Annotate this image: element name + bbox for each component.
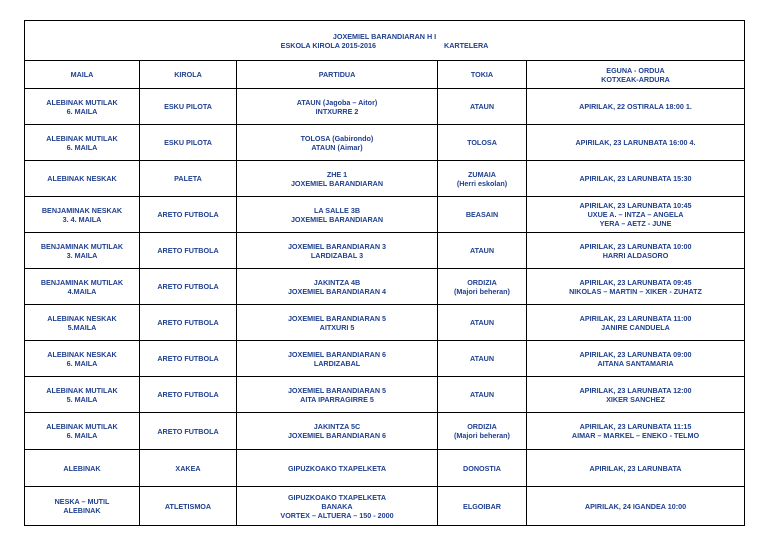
partidua-cell-line: GIPUZKOAKO TXAPELKETA: [287, 492, 387, 502]
header-maila: MAILA: [25, 61, 140, 89]
tokia-cell-line: (Majori beheran): [454, 431, 510, 440]
kirola-cell-line: PALETA: [174, 174, 202, 183]
table-row: [25, 89, 745, 125]
kirola-cell-line: ATLETISMOA: [164, 501, 212, 511]
eguna-cell-line: AIMAR – MARKEL – ENEKO - TELMO: [571, 431, 700, 440]
tokia-cell: [438, 269, 527, 305]
eguna-cell: [527, 125, 745, 161]
kirola-cell-line: ARETO FUTBOLA: [157, 390, 219, 399]
partidua-cell-line: LARDIZABAL: [313, 358, 361, 368]
maila-cell-line: ALEBINAK MUTILAK: [46, 422, 118, 431]
tokia-cell-line: ATAUN: [469, 390, 495, 399]
kirola-cell: [140, 305, 237, 341]
table-row: [25, 125, 745, 161]
maila-cell: [25, 125, 140, 161]
eguna-cell-line: APIRILAK, 23 LARUNBATA 11:15: [579, 422, 692, 431]
maila-cell-line: 3. MAILA: [66, 250, 98, 260]
maila-cell-line: 5. MAILA: [66, 394, 98, 404]
maila-cell-line: ALEBINAK MUTILAK: [46, 133, 118, 143]
partidua-cell: [237, 269, 438, 305]
eguna-cell: [527, 413, 745, 450]
partidua-cell-line: ZHE 1: [326, 169, 348, 179]
tokia-cell-line: ORDIZIA: [467, 422, 497, 431]
partidua-cell-line: ATAUN (Jagoba – Aitor): [296, 97, 378, 107]
partidua-cell: [237, 377, 438, 413]
maila-cell-line: ALEBINAK: [63, 463, 101, 473]
maila-cell: [25, 487, 140, 526]
maila-cell-line: BENJAMINAK MUTILAK: [40, 277, 124, 287]
partidua-cell: [237, 487, 438, 526]
eguna-cell-line: APIRILAK, 23 LARUNBATA: [589, 463, 682, 473]
partidua-cell-line: ATAUN (Aimar): [311, 142, 363, 152]
tokia-cell-line: (Majori beheran): [454, 286, 510, 296]
eguna-cell-line: YERA – AETZ - JUNE: [599, 219, 672, 228]
partidua-cell-line: JOXEMIEL BARANDIARAN: [290, 178, 384, 188]
eguna-cell-line: APIRILAK, 23 LARUNBATA 11:00: [579, 313, 692, 323]
kirola-cell: [140, 233, 237, 269]
header-tokia: TOKIA: [438, 61, 527, 89]
header-partidua: PARTIDUA: [237, 61, 438, 89]
kirola-cell-line: ARETO FUTBOLA: [157, 318, 219, 327]
partidua-cell: [237, 450, 438, 487]
eguna-cell-line: NIKOLAS – MARTIN – XIKER - ZUHATZ: [569, 286, 702, 296]
partidua-cell-line: VORTEX – ALTUERA – 150 - 2000: [280, 510, 394, 520]
partidua-cell-line: JOXEMIEL BARANDIARAN: [290, 214, 384, 224]
tokia-cell: [438, 233, 527, 269]
partidua-cell-line: AITXURI 5: [319, 322, 355, 332]
maila-cell: [25, 269, 140, 305]
table-row: [25, 487, 745, 526]
eguna-cell-line: APIRILAK, 24 IGANDEA 10:00: [584, 501, 687, 511]
partidua-cell-line: JOXEMIEL BARANDIARAN 5: [287, 313, 387, 323]
maila-cell: [25, 233, 140, 269]
eguna-cell-line: APIRILAK, 23 LARUNBATA 16:00 4.: [575, 138, 696, 147]
tokia-cell: [438, 487, 527, 526]
table-row: [25, 413, 745, 450]
maila-cell: [25, 305, 140, 341]
tokia-cell: [438, 125, 527, 161]
eguna-cell: [527, 233, 745, 269]
table-row: [25, 305, 745, 341]
tokia-cell-line: BEASAIN: [465, 210, 499, 219]
kirola-cell: [140, 89, 237, 125]
maila-cell-line: ALEBINAK NESKAK: [47, 349, 117, 359]
kirola-cell: [140, 377, 237, 413]
eguna-cell: [527, 269, 745, 305]
partidua-cell: [237, 125, 438, 161]
kirola-cell-line: ARETO FUTBOLA: [157, 210, 219, 219]
table-row: [25, 269, 745, 305]
header-eguna-line2: KOTXEAK-ARDURA: [601, 74, 670, 84]
eguna-cell: [527, 377, 745, 413]
maila-cell: [25, 89, 140, 125]
partidua-cell-line: INTXURRE 2: [315, 106, 359, 116]
maila-cell-line: ALEBINAK NESKAK: [47, 174, 117, 183]
kirola-cell-line: XAKEA: [175, 463, 201, 473]
partidua-cell-line: BANAKA: [321, 501, 353, 511]
maila-cell-line: BENJAMINAK NESKAK: [41, 205, 123, 215]
kirola-cell: [140, 413, 237, 450]
header-eguna: [527, 61, 745, 89]
kirola-cell: [140, 487, 237, 526]
kirola-cell: [140, 450, 237, 487]
maila-cell-line: 6. MAILA: [66, 358, 98, 368]
maila-cell-line: ALEBINAK NESKAK: [47, 313, 117, 323]
tokia-cell: [438, 89, 527, 125]
header-row: [25, 61, 745, 89]
partidua-cell: [237, 233, 438, 269]
partidua-cell: [237, 197, 438, 233]
tokia-cell-line: ORDIZIA: [467, 277, 497, 287]
tokia-cell-line: ATAUN: [469, 246, 495, 255]
maila-cell: [25, 341, 140, 377]
maila-cell-line: 6. MAILA: [66, 431, 98, 440]
kirola-cell-line: ESKU PILOTA: [164, 138, 212, 147]
season-title: ESKOLA KIROLA 2015-2016: [280, 40, 377, 50]
tokia-cell-line: TOLOSA: [467, 138, 497, 147]
partidua-cell-line: GIPUZKOAKO TXAPELKETA: [287, 463, 387, 473]
kirola-cell-line: ESKU PILOTA: [164, 102, 212, 111]
poster-title: KARTELERA: [444, 40, 489, 50]
tokia-cell-line: DONOSTIA: [463, 463, 501, 473]
partidua-cell: [237, 161, 438, 197]
maila-cell-line: NESKA – MUTIL: [54, 497, 110, 506]
maila-cell-line: ALEBINAK: [63, 506, 101, 515]
tokia-cell-line: ATAUN: [469, 318, 495, 327]
tokia-cell-line: (Herri eskolan): [456, 178, 508, 188]
maila-cell-line: ALEBINAK MUTILAK: [46, 97, 118, 107]
partidua-cell: [237, 89, 438, 125]
maila-cell-line: 5.MAILA: [67, 322, 97, 332]
maila-cell-line: 3. 4. MAILA: [62, 214, 102, 224]
school-title: JOXEMIEL BARANDIARAN H I: [332, 31, 437, 41]
kirola-cell: [140, 161, 237, 197]
header-eguna-line1: EGUNA - ORDUA: [606, 65, 665, 75]
maila-cell: [25, 413, 140, 450]
eguna-cell-line: APIRILAK, 23 LARUNBATA 09:00: [579, 349, 692, 359]
eguna-cell-line: APIRILAK, 23 LARUNBATA 15:30: [579, 174, 692, 183]
eguna-cell-line: HARRI ALDASORO: [602, 250, 669, 260]
kirola-cell-line: ARETO FUTBOLA: [157, 282, 219, 291]
tokia-cell-line: ELGOIBAR: [463, 501, 501, 511]
tokia-cell: [438, 450, 527, 487]
eguna-cell: [527, 197, 745, 233]
title-row: [25, 21, 745, 61]
maila-cell-line: 6. MAILA: [66, 142, 98, 152]
maila-cell-line: 4.MAILA: [67, 286, 97, 296]
maila-cell-line: BENJAMINAK MUTILAK: [40, 241, 124, 251]
partidua-cell-line: JOXEMIEL BARANDIARAN 4: [287, 286, 387, 296]
eguna-cell-line: UXUE A. – INTZA – ANGELA: [587, 210, 684, 219]
eguna-cell: [527, 89, 745, 125]
tokia-cell-line: ATAUN: [469, 102, 495, 111]
partidua-cell-line: JAKINTZA 4B: [313, 277, 361, 287]
partidua-cell-line: JOXEMIEL BARANDIARAN 6: [287, 349, 387, 359]
partidua-cell-line: JAKINTZA 5C: [313, 422, 361, 431]
kirola-cell-line: ARETO FUTBOLA: [157, 426, 219, 436]
title-cell: [25, 21, 745, 61]
eguna-cell-line: APIRILAK, 23 LARUNBATA 10:00: [579, 241, 692, 251]
schedule-body: [25, 21, 745, 526]
tokia-cell: [438, 377, 527, 413]
maila-cell: [25, 197, 140, 233]
tokia-cell: [438, 341, 527, 377]
table-row: [25, 161, 745, 197]
eguna-cell-line: APIRILAK, 22 OSTIRALA 18:00 1.: [579, 102, 692, 111]
kirola-cell: [140, 125, 237, 161]
partidua-cell-line: TOLOSA (Gabirondo): [300, 133, 374, 143]
eguna-cell: [527, 341, 745, 377]
eguna-cell: [527, 487, 745, 526]
tokia-cell: [438, 413, 527, 450]
kirola-cell: [140, 341, 237, 377]
schedule-table: [24, 20, 745, 526]
partidua-cell: [237, 305, 438, 341]
table-row: [25, 450, 745, 487]
tokia-cell-line: ZUMAIA: [468, 169, 496, 179]
tokia-cell: [438, 197, 527, 233]
eguna-cell-line: XIKER SANCHEZ: [606, 394, 665, 404]
maila-cell: [25, 377, 140, 413]
partidua-cell-line: LARDIZABAL 3: [310, 250, 364, 260]
partidua-cell: [237, 341, 438, 377]
partidua-cell-line: JOXEMIEL BARANDIARAN 3: [287, 241, 387, 251]
eguna-cell-line: APIRILAK, 23 LARUNBATA 12:00: [579, 385, 692, 395]
tokia-cell: [438, 305, 527, 341]
title-subline: [27, 41, 742, 50]
eguna-cell: [527, 450, 745, 487]
kirola-cell-line: ARETO FUTBOLA: [157, 246, 219, 255]
maila-cell-line: 6. MAILA: [66, 106, 98, 116]
tokia-cell: [438, 161, 527, 197]
kirola-cell: [140, 269, 237, 305]
table-row: [25, 341, 745, 377]
table-row: [25, 377, 745, 413]
eguna-cell-line: JANIRE CANDUELA: [601, 322, 670, 332]
kirola-cell-line: ARETO FUTBOLA: [157, 354, 219, 363]
partidua-cell: [237, 413, 438, 450]
maila-cell: [25, 161, 140, 197]
partidua-cell-line: AITA IPARRAGIRRE 5: [300, 394, 374, 404]
partidua-cell-line: LA SALLE 3B: [313, 205, 361, 215]
header-kirola: KIROLA: [140, 61, 237, 89]
partidua-cell-line: JOXEMIEL BARANDIARAN 6: [287, 431, 387, 440]
eguna-cell: [527, 161, 745, 197]
table-row: [25, 197, 745, 233]
tokia-cell-line: ATAUN: [469, 354, 495, 363]
maila-cell-line: ALEBINAK MUTILAK: [46, 385, 118, 395]
table-row: [25, 233, 745, 269]
eguna-cell-line: APIRILAK, 23 LARUNBATA 09:45: [579, 277, 692, 287]
partidua-cell-line: JOXEMIEL BARANDIARAN 5: [287, 385, 387, 395]
eguna-cell: [527, 305, 745, 341]
eguna-cell-line: AITANA SANTAMARIA: [597, 358, 674, 368]
kirola-cell: [140, 197, 237, 233]
eguna-cell-line: APIRILAK, 23 LARUNBATA 10:45: [579, 201, 692, 210]
maila-cell: [25, 450, 140, 487]
